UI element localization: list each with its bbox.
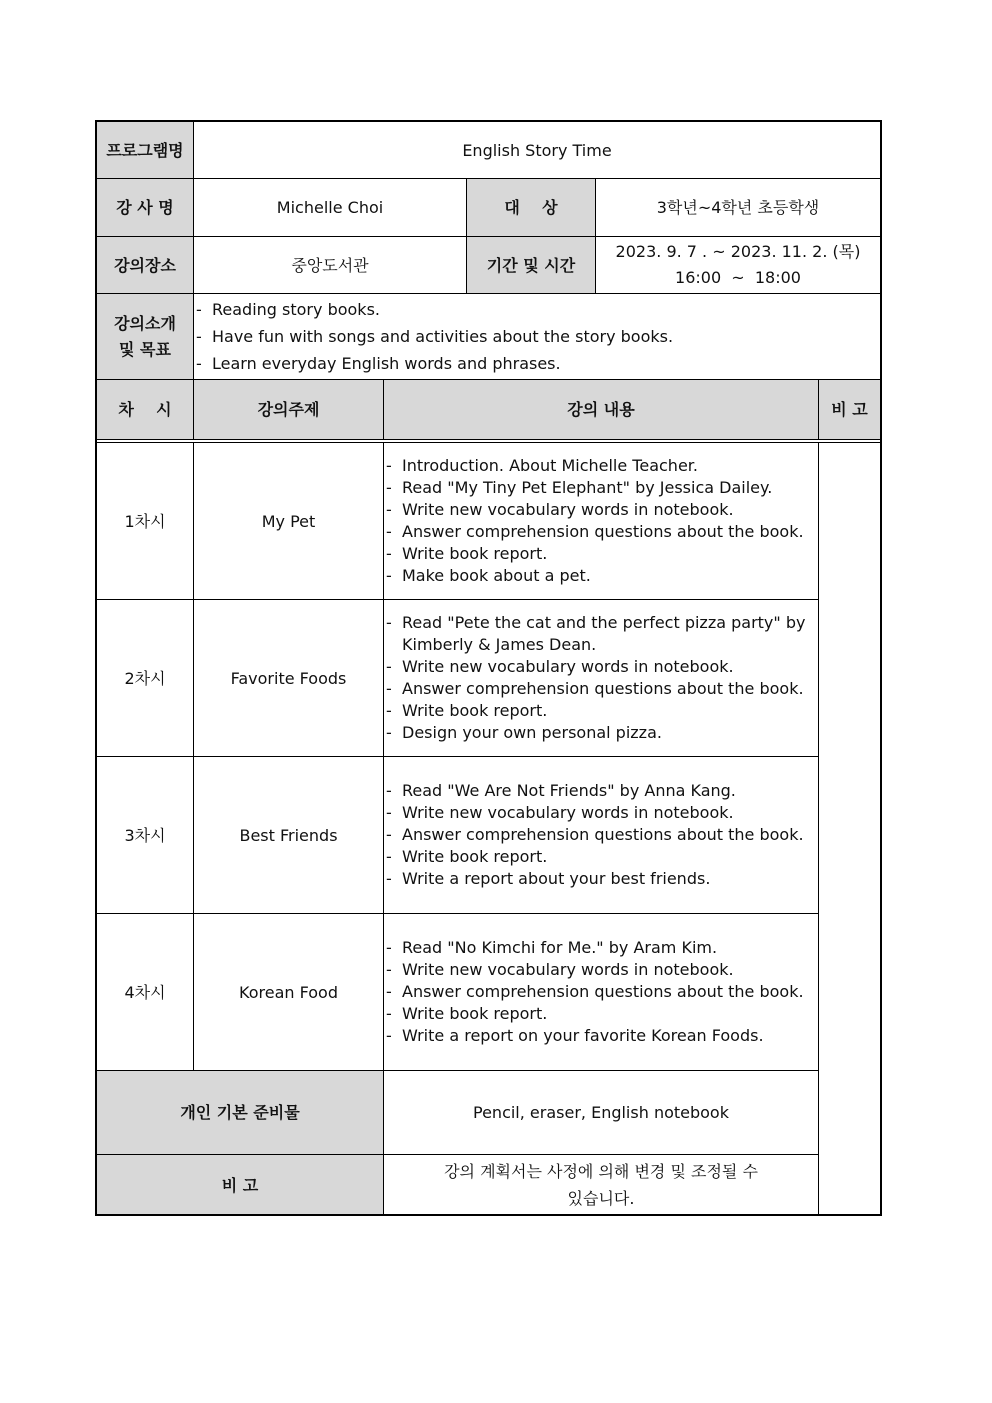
session-item: - Write a report about your best friends.: [386, 869, 711, 888]
session-topic: Favorite Foods: [193, 599, 384, 757]
remarks-label: 비 고: [96, 1154, 384, 1216]
session-note: [818, 442, 881, 1216]
session-content: [383, 913, 819, 1071]
session-item: - Make book about a pet.: [386, 566, 591, 585]
session-item: - Read "No Kimchi for Me." by Aram Kim.: [386, 938, 718, 957]
header-topic: 강의주제: [193, 379, 384, 440]
period-label: 기간 및 시간: [466, 236, 596, 294]
supplies-value: Pencil, eraser, English notebook: [383, 1070, 819, 1155]
target-label: 대 상: [466, 178, 596, 237]
header-session: 차 시: [96, 379, 194, 440]
session-number: 2차시: [96, 599, 194, 757]
session-item: - Write book report.: [386, 701, 548, 720]
session-item: - Write book report.: [386, 544, 548, 563]
program-label: 프로그램명: [96, 121, 194, 179]
remarks-line2: 있습니다.: [567, 1189, 635, 1208]
period-time: 16:00 ~ 18:00: [675, 268, 801, 287]
session-item: - Introduction. About Michelle Teacher.: [386, 456, 698, 475]
session-item: - Write book report.: [386, 1004, 548, 1023]
intro-list: [193, 293, 881, 380]
session-topic: Korean Food: [193, 913, 384, 1071]
remarks-line1: 강의 계획서는 사정에 의해 변경 및 조정될 수: [444, 1162, 758, 1181]
period-dates: 2023. 9. 7 . ~ 2023. 11. 2. (목): [615, 242, 861, 261]
session-topic: My Pet: [193, 442, 384, 600]
session-item: - Write new vocabulary words in notebook.: [386, 657, 734, 676]
session-item: - Answer comprehension questions about the book.: [386, 522, 804, 541]
session-item: - Read "Pete the cat and the perfect pizza party" by Kimberly & James Dean.: [386, 613, 806, 654]
intro-item: - Have fun with songs and activities about the story books.: [196, 327, 674, 346]
session-item: - Answer comprehension questions about the book.: [386, 825, 804, 844]
header-note: 비 고: [818, 379, 881, 440]
session-number: 1차시: [96, 442, 194, 600]
target-value: 3학년~4학년 초등학생: [595, 178, 881, 237]
session-item: - Write new vocabulary words in notebook.: [386, 500, 734, 519]
session-item: - Write new vocabulary words in notebook.: [386, 960, 734, 979]
instructor-value: Michelle Choi: [193, 178, 467, 237]
venue-value: 중앙도서관: [193, 236, 467, 294]
session-item: - Write new vocabulary words in notebook.: [386, 803, 734, 822]
session-content: [383, 442, 819, 600]
instructor-label: 강 사 명: [96, 178, 194, 237]
intro-label-line2: 및 목표: [119, 339, 171, 359]
session-content: [383, 599, 819, 757]
intro-item: - Learn everyday English words and phrases.: [196, 354, 561, 373]
venue-label: 강의장소: [96, 236, 194, 294]
intro-item: - Reading story books.: [196, 300, 380, 319]
session-number: 3차시: [96, 756, 194, 914]
session-item: - Read "My Tiny Pet Elephant" by Jessica Dailey.: [386, 478, 773, 497]
session-item: - Answer comprehension questions about the book.: [386, 982, 804, 1001]
session-item: - Read "We Are Not Friends" by Anna Kang.: [386, 781, 736, 800]
program-value: English Story Time: [193, 121, 881, 179]
period-value: [595, 236, 881, 294]
session-item: - Write a report on your favorite Korean Foods.: [386, 1026, 764, 1045]
header-content: 강의 내용: [383, 379, 819, 440]
session-item: - Write book report.: [386, 847, 548, 866]
session-content: [383, 756, 819, 914]
session-item: - Design your own personal pizza.: [386, 723, 662, 742]
intro-label-line1: 강의소개: [114, 313, 176, 333]
session-item: - Answer comprehension questions about the book.: [386, 679, 804, 698]
intro-label: [96, 293, 194, 380]
remarks-value: [383, 1154, 819, 1216]
session-number: 4차시: [96, 913, 194, 1071]
session-topic: Best Friends: [193, 756, 384, 914]
supplies-label: 개인 기본 준비물: [96, 1070, 384, 1155]
